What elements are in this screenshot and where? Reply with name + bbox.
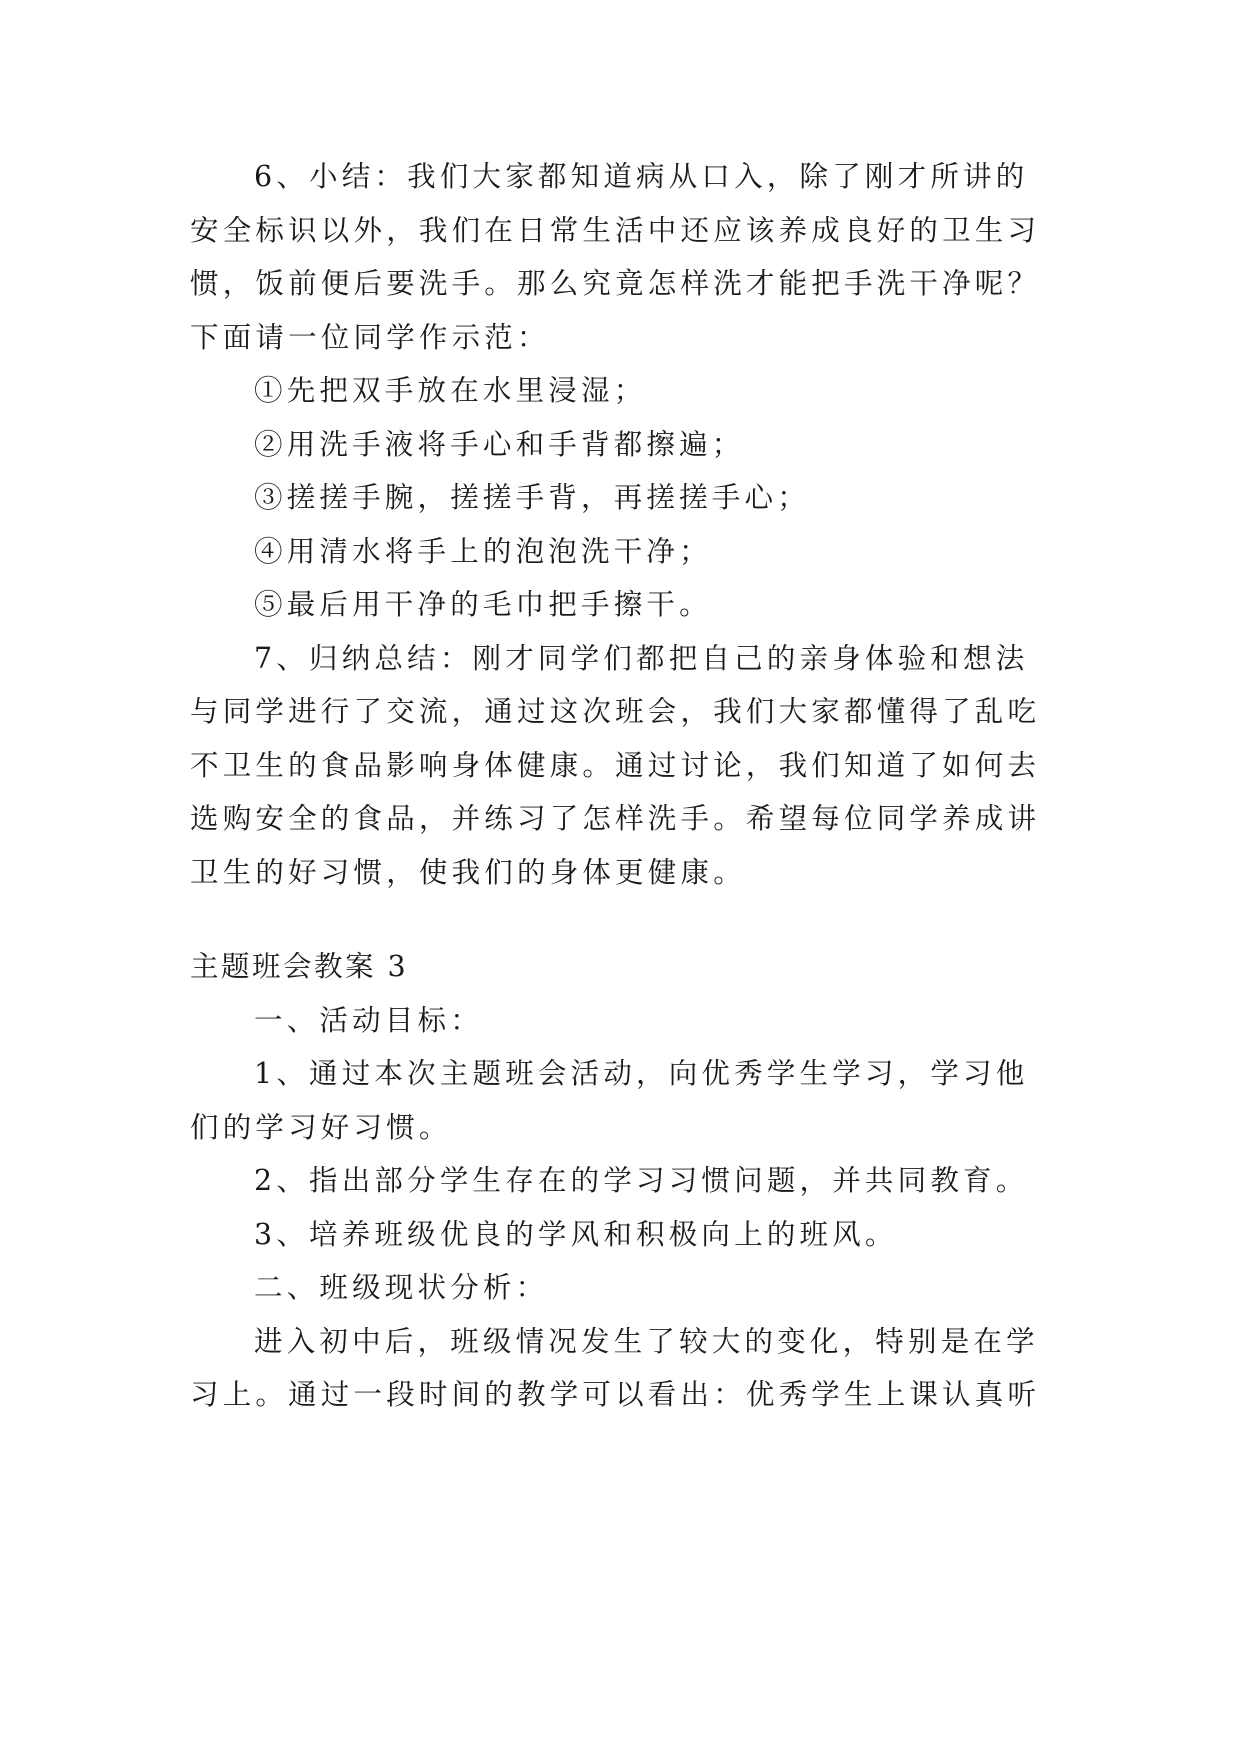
paragraph-7-line-3: 不卫生的食品影响身体健康。通过讨论，我们知道了如何去 [190,749,1041,782]
goal-1-line-2: 们的学习好习惯。 [190,1111,452,1144]
paragraph-6-line-1: 6、小结：我们大家都知道病从口入，除了刚才所讲的 [254,160,1029,193]
step-3: ③搓搓手腕，搓搓手背，再搓搓手心； [254,481,810,514]
paragraph-6-line-3: 惯，饭前便后要洗手。那么究竟怎样洗才能把手洗干净呢？ [190,267,1041,300]
paragraph-7-line-1: 7、归纳总结：刚才同学们都把自己的亲身体验和想法 [254,642,1029,675]
paragraph-7-line-4: 选购安全的食品，并练习了怎样洗手。希望每位同学养成讲 [190,802,1041,835]
step-2: ②用洗手液将手心和手背都擦遍； [254,428,745,461]
step-1: ①先把双手放在水里浸湿； [254,374,647,407]
heading-activity-goals: 一、活动目标： [254,1004,483,1037]
step-4: ④用清水将手上的泡泡洗干净； [254,535,712,568]
section-title: 主题班会教案 3 [190,950,409,983]
goal-2: 2、指出部分学生存在的学习习惯问题，并共同教育。 [254,1164,1029,1197]
analysis-line-1: 进入初中后，班级情况发生了较大的变化，特别是在学 [254,1325,1039,1358]
step-5: ⑤最后用干净的毛巾把手擦干。 [254,588,712,621]
goal-1-line-1: 1、通过本次主题班会活动，向优秀学生学习，学习他 [254,1057,1029,1090]
goal-3: 3、培养班级优良的学风和积极向上的班风。 [254,1218,898,1251]
paragraph-7-line-5: 卫生的好习惯，使我们的身体更健康。 [190,856,746,889]
paragraph-6-line-4: 下面请一位同学作示范： [190,321,550,354]
heading-class-analysis: 二、班级现状分析： [254,1271,549,1304]
analysis-line-2: 习上。通过一段时间的教学可以看出：优秀学生上课认真听 [190,1378,1041,1411]
paragraph-7-line-2: 与同学进行了交流，通过这次班会，我们大家都懂得了乱吃 [190,695,1041,728]
paragraph-6-line-2: 安全标识以外，我们在日常生活中还应该养成良好的卫生习 [190,214,1041,247]
